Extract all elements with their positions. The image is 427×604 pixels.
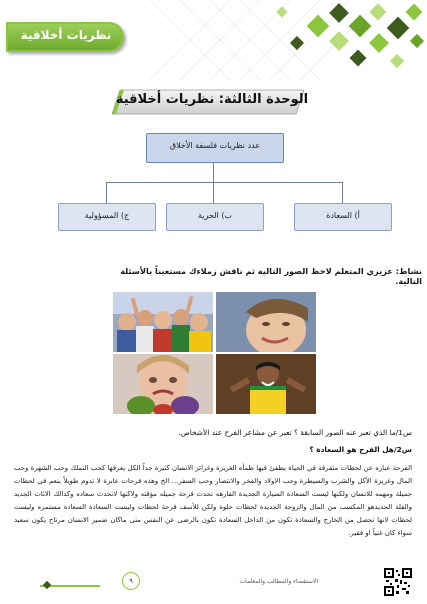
diagram-connector [213,162,214,182]
photo-smiling-woman [216,292,316,352]
diagram-connector [106,182,342,183]
chapter-title: نظريات أخلاقية [20,28,112,42]
footer-text: الاستقصاء والمطالب والمعلمات [239,578,318,585]
answer-paragraph: الفرحة عباره عن لحظات متفرقة في الحياة يطفئ فيها ظمأه الغريزة وغرائز الانسان كثيرة جداً الكل يعرفها كحب التملك وحب الشهرة وحب المال وغريزة الأكل والشرب والسيطرة وحب الاولاد والفخر والانتصار وحب السفر... الخ وهذه فرحات عابرة لا تدوم طويلاً ينعم في لحظات جميلة ومهمه للانسان ولكنها ليست السعادة السيارة الجديدة الفارهه تحدث فرحة جميله مؤقته ولاكنها لاتحدث سعاده وكذالك الاثاث الجديد والفلة الجديدهو المكسب من المال والزوجة الجديدة لحظات حلوة ولكن للأسف فرحة لحظات وليست السعادة السعادة مستمره وليست لحظات لانها تحصل من الخارج والسعادة تكون من الداخل السعادة تكون بالرضى عن النفس متى ماكان ضمير الانسان مرتاح يكون سعيد سواء كان غنياً او فقير. [14,464,412,537]
unit-title: الوحدة الثالثة: نظريات أخلاقية [115,92,309,107]
question-1: س1/ما الذي تعبر عنه الصور السابقة ؟ تعبر عن مشاعر الفرح عند الأشخاص. [178,428,412,437]
photo-football-player [216,354,316,414]
diagram-node-freedom [166,203,264,231]
unit-banner [112,86,312,118]
photo-crying-girl [113,354,213,414]
activity-instruction: نشاط: عزيزي المتعلم لاحظ الصور التالية ثم ناقش زملاءك مستعيناً بالأسئلة التالية. [120,266,422,286]
diagram-root [146,133,284,163]
question-2: س2/هل الفرح هو السعادة ؟ [309,445,412,454]
diagram-node-label: أ) السعادة [326,211,360,220]
diagram-connector [213,182,214,203]
diagram-root-label: عدد نظريات فلسفة الأخلاق [169,141,261,150]
diagram-node-label: ج) المسؤولية [84,211,130,220]
page-number: ٩ [122,572,140,590]
diagram-connector [106,182,107,203]
chapter-tab [6,22,124,52]
diagram-node-responsibility [58,203,156,231]
photo-cheering-crowd [113,292,213,352]
photo-grid [110,290,318,414]
diagram-node-happiness [294,203,392,231]
qr-code [384,568,412,596]
diagram-connector [342,182,343,203]
diagram-node-label: ب) الحرية [198,211,232,220]
